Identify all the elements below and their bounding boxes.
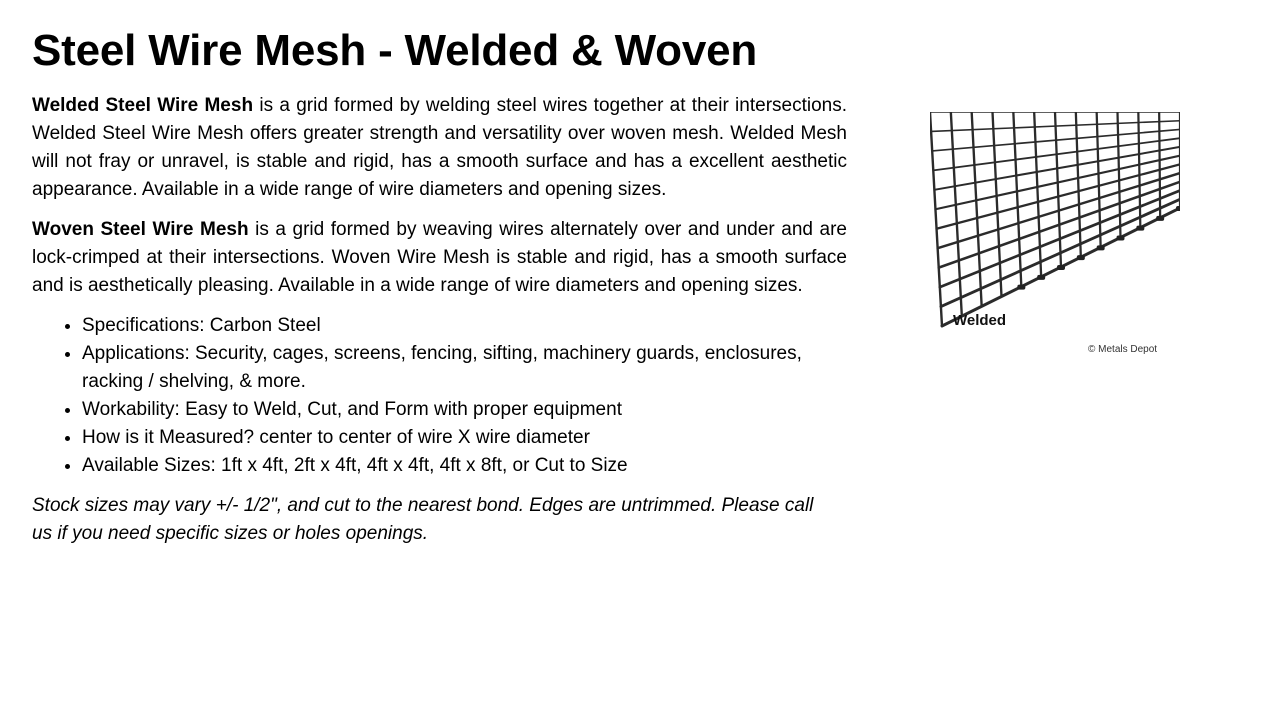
spec-item-applications: • Applications: Security, cages, screens, fencing, sifting, machinery guards, enclosures, racking / shelving, & more. [82,340,847,396]
page-title: Steel Wire Mesh - Welded & Woven [32,26,758,75]
stock-note: Stock sizes may vary +/- 1/2", and cut to the nearest bond. Edges are untrimmed. Please call us if you need specific sizes or holes openings. [32,495,814,544]
image-credit: © Metals Depot [1088,344,1158,355]
woven-text: is a grid formed by weaving wires alternately over and under and are lock-crimped at their intersections. Woven Wire Mesh is stable and rigid, has a smooth surface and is aesthetically pleasing. Available in a wide range of wire diameters and opening sizes. [32,219,848,296]
welded-mesh-image [930,112,1180,362]
image-caption: Welded [953,312,1007,329]
woven-description [32,216,847,300]
spec-item-workability: • Workability: Easy to Weld, Cut, and Form with proper equipment [82,396,847,424]
welded-term: Welded Steel Wire Mesh [32,95,254,116]
spec-item-sizes: • Available Sizes: 1ft x 4ft, 2ft x 4ft, 4ft x 4ft, 4ft x 8ft, or Cut to Size [82,452,847,480]
welded-text: is a grid formed by welding steel wires together at their intersections. Welded Steel Wire Mesh offers greater strength and versatility over woven mesh. Welded Mesh will not fray or unravel, is stable and rigid, has a smooth surface and has a excellent aesthetic appearance. Available in a wide range of wire diameters and opening sizes. [32,95,847,200]
welded-description [32,92,847,204]
woven-term: Woven Steel Wire Mesh [32,219,249,240]
main-content [32,22,847,548]
spec-item-specifications: • Specifications: Carbon Steel [82,312,847,340]
spec-item-measurement: • How is it Measured? center to center of wire X wire diameter [82,424,847,452]
spec-list [32,312,847,480]
